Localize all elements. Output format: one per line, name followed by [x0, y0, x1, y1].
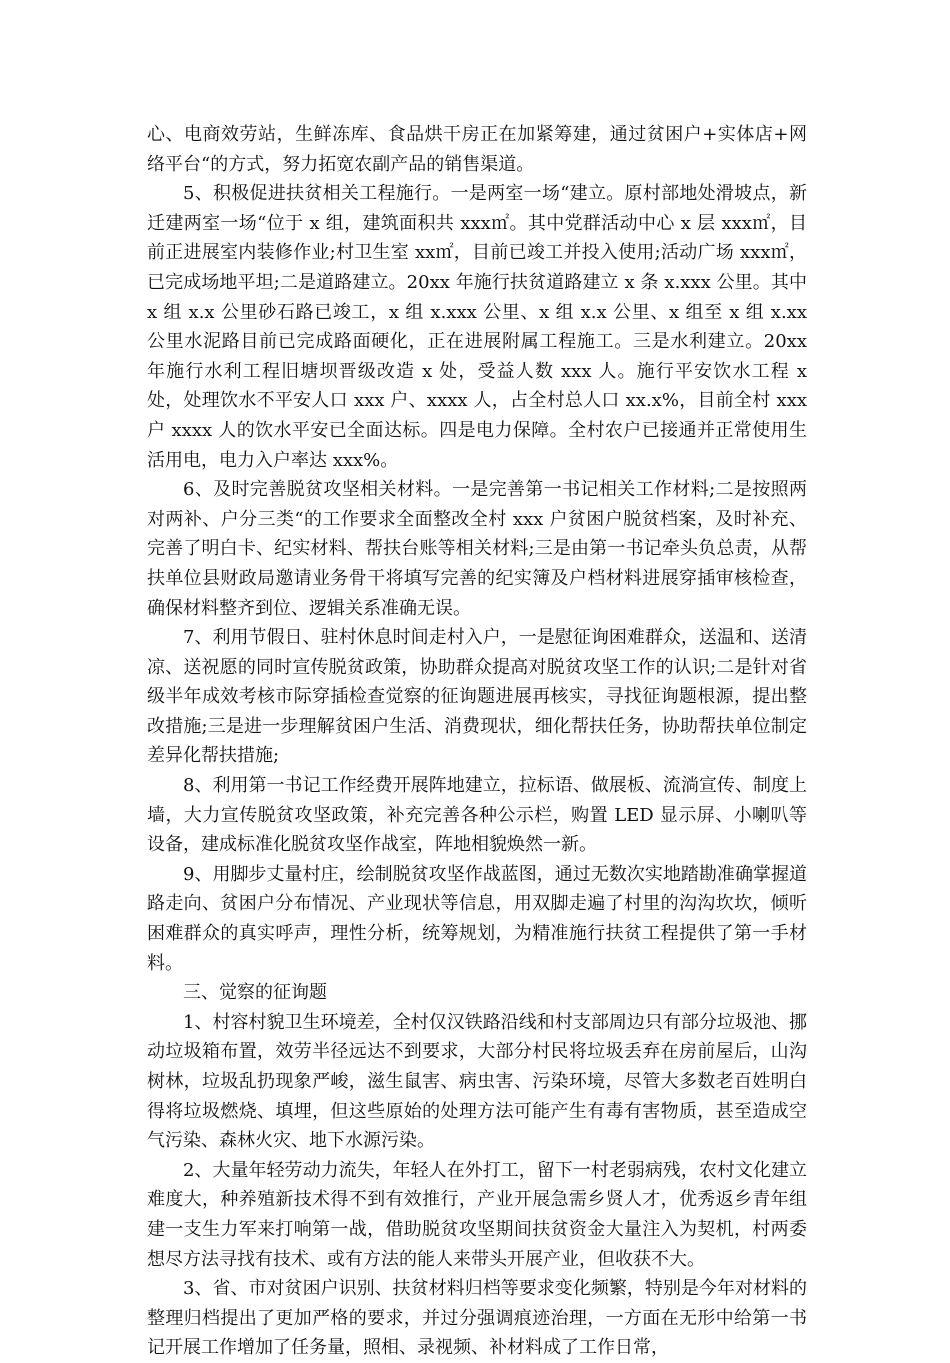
paragraph-item-9: 9、用脚步丈量村庄，绘制脱贫攻坚作战蓝图，通过无数次实地踏勘准确掌握道路走向、贫困户分布情况、产业现状等信息，用双脚走遍了村里的沟沟坎坎，倾听困难群众的真实呼声，理性分析，统筹规划，为精准施行扶贫工程提供了第一手材料。: [147, 863, 807, 974]
paragraph-problem-3: 3、省、市对贫困户识别、扶贫材料归档等要求变化频繁，特别是今年对材料的整理归档提出了更加严格的要求，并过分强调痕迹治理，一方面在无形中给第一书记开展工作增加了任务量，照相、录视频、补材料成了工作日常，: [147, 1278, 807, 1359]
paragraph-item-7: 7、利用节假日、驻村休息时间走村入户，一是慰征询困难群众，送温和、送清凉、送祝愿的同时宣传脱贫政策，协助群众提高对脱贫攻坚工作的认识;二是针对省级半年成效考核市际穿插检查觉察的征询题进展再核实，寻找征询题根源，提出整改措施;三是进一步理解贫困户生活、消费现状，细化帮扶任务，协助帮扶单位制定差异化帮扶措施;: [147, 627, 807, 767]
paragraph-item-5: 5、积极促进扶贫相关工程施行。一是两室一场“建立。原村部地处滑坡点，新迁建两室一场“位于 x 组，建筑面积共 xxx㎡。其中党群活动中心 x 层 xxx㎡，目前正进展室内装修作业;村卫生室 xx㎡，目前已竣工并投入使用;活动广场 xxx㎡，已完成场地平坦;二是道路建立。20xx 年施行扶贫道路建立 x 条 x.xxx 公里。其中 x 组 x.x 公里砂石路已竣工，x 组 x.xxx 公里、x 组 x.x 公里、x 组至 x 组 x.xx 公里水泥路目前已完成路面硬化，正在进展附属工程施工。三是水利建立。20xx 年施行水利工程旧塘坝晋级改造 x 处，受益人数 xxx 人。施行平安饮水工程 x 处，处理饮水不平安人口 xxx 户、xxxx 人，占全村总人口 xx.x%，目前全村 xxx 户 xxxx 人的饮水平安已全面达标。四是电力保障。全村农户已接通并正常使用生活用电，电力入户率达 xxx%。: [147, 183, 807, 471]
document-page: [147, 120, 807, 1363]
paragraph-item-6: 6、及时完善脱贫攻坚相关材料。一是完善第一书记相关工作材料;二是按照两对两补、户分三类“的工作要求全面整改全村 xxx 户贫困户脱贫档案，及时补充、完善了明白卡、纪实材料、帮扶台账等相关材料;三是由第一书记牵头负总责，从帮扶单位县财政局邀请业务骨干将填写完善的纪实簿及户档材料进展穿插审核检查，确保材料整齐到位、逻辑关系准确无误。: [147, 479, 807, 619]
paragraph-continuation: 心、电商效劳站，生鲜冻库、食品烘干房正在加紧筹建，通过贫困户+实体店+网络平台“的方式，努力拓宽农副产品的销售渠道。: [147, 124, 807, 175]
paragraph-item-8: 8、利用第一书记工作经费开展阵地建立，拉标语、做展板、流淌宣传、制度上墙，大力宣传脱贫攻坚政策，补充完善各种公示栏，购置 LED 显示屏、小喇叭等设备，建成标准化脱贫攻坚作战室，阵地相貌焕然一新。: [147, 775, 807, 856]
paragraph-problem-2: 2、大量年轻劳动力流失，年轻人在外打工，留下一村老弱病残，农村文化建立难度大，种养殖新技术得不到有效推行，产业开展急需乡贤人才，优秀返乡青年组建一支生力军来打响第一战，借助脱贫攻坚期间扶贫资金大量注入为契机，村两委想尽方法寻找有技术、或有方法的能人来带头开展产业，但收获不大。: [147, 1159, 807, 1270]
paragraph-problem-1: 1、村容村貌卫生环境差，全村仅汉铁路沿线和村支部周边只有部分垃圾池、挪动垃圾箱布置，效劳半径远达不到要求，大部分村民将垃圾丢弃在房前屋后，山沟树林，垃圾乱扔现象严峻，滋生鼠害、病虫害、污染环境，尽管大多数老百姓明白得将垃圾燃烧、填埋，但这些原始的处理方法可能产生有毒有害物质，甚至造成空气污染、森林火灾、地下水源污染。: [147, 1011, 807, 1152]
section-heading-problems: 三、觉察的征询题: [183, 982, 327, 1004]
